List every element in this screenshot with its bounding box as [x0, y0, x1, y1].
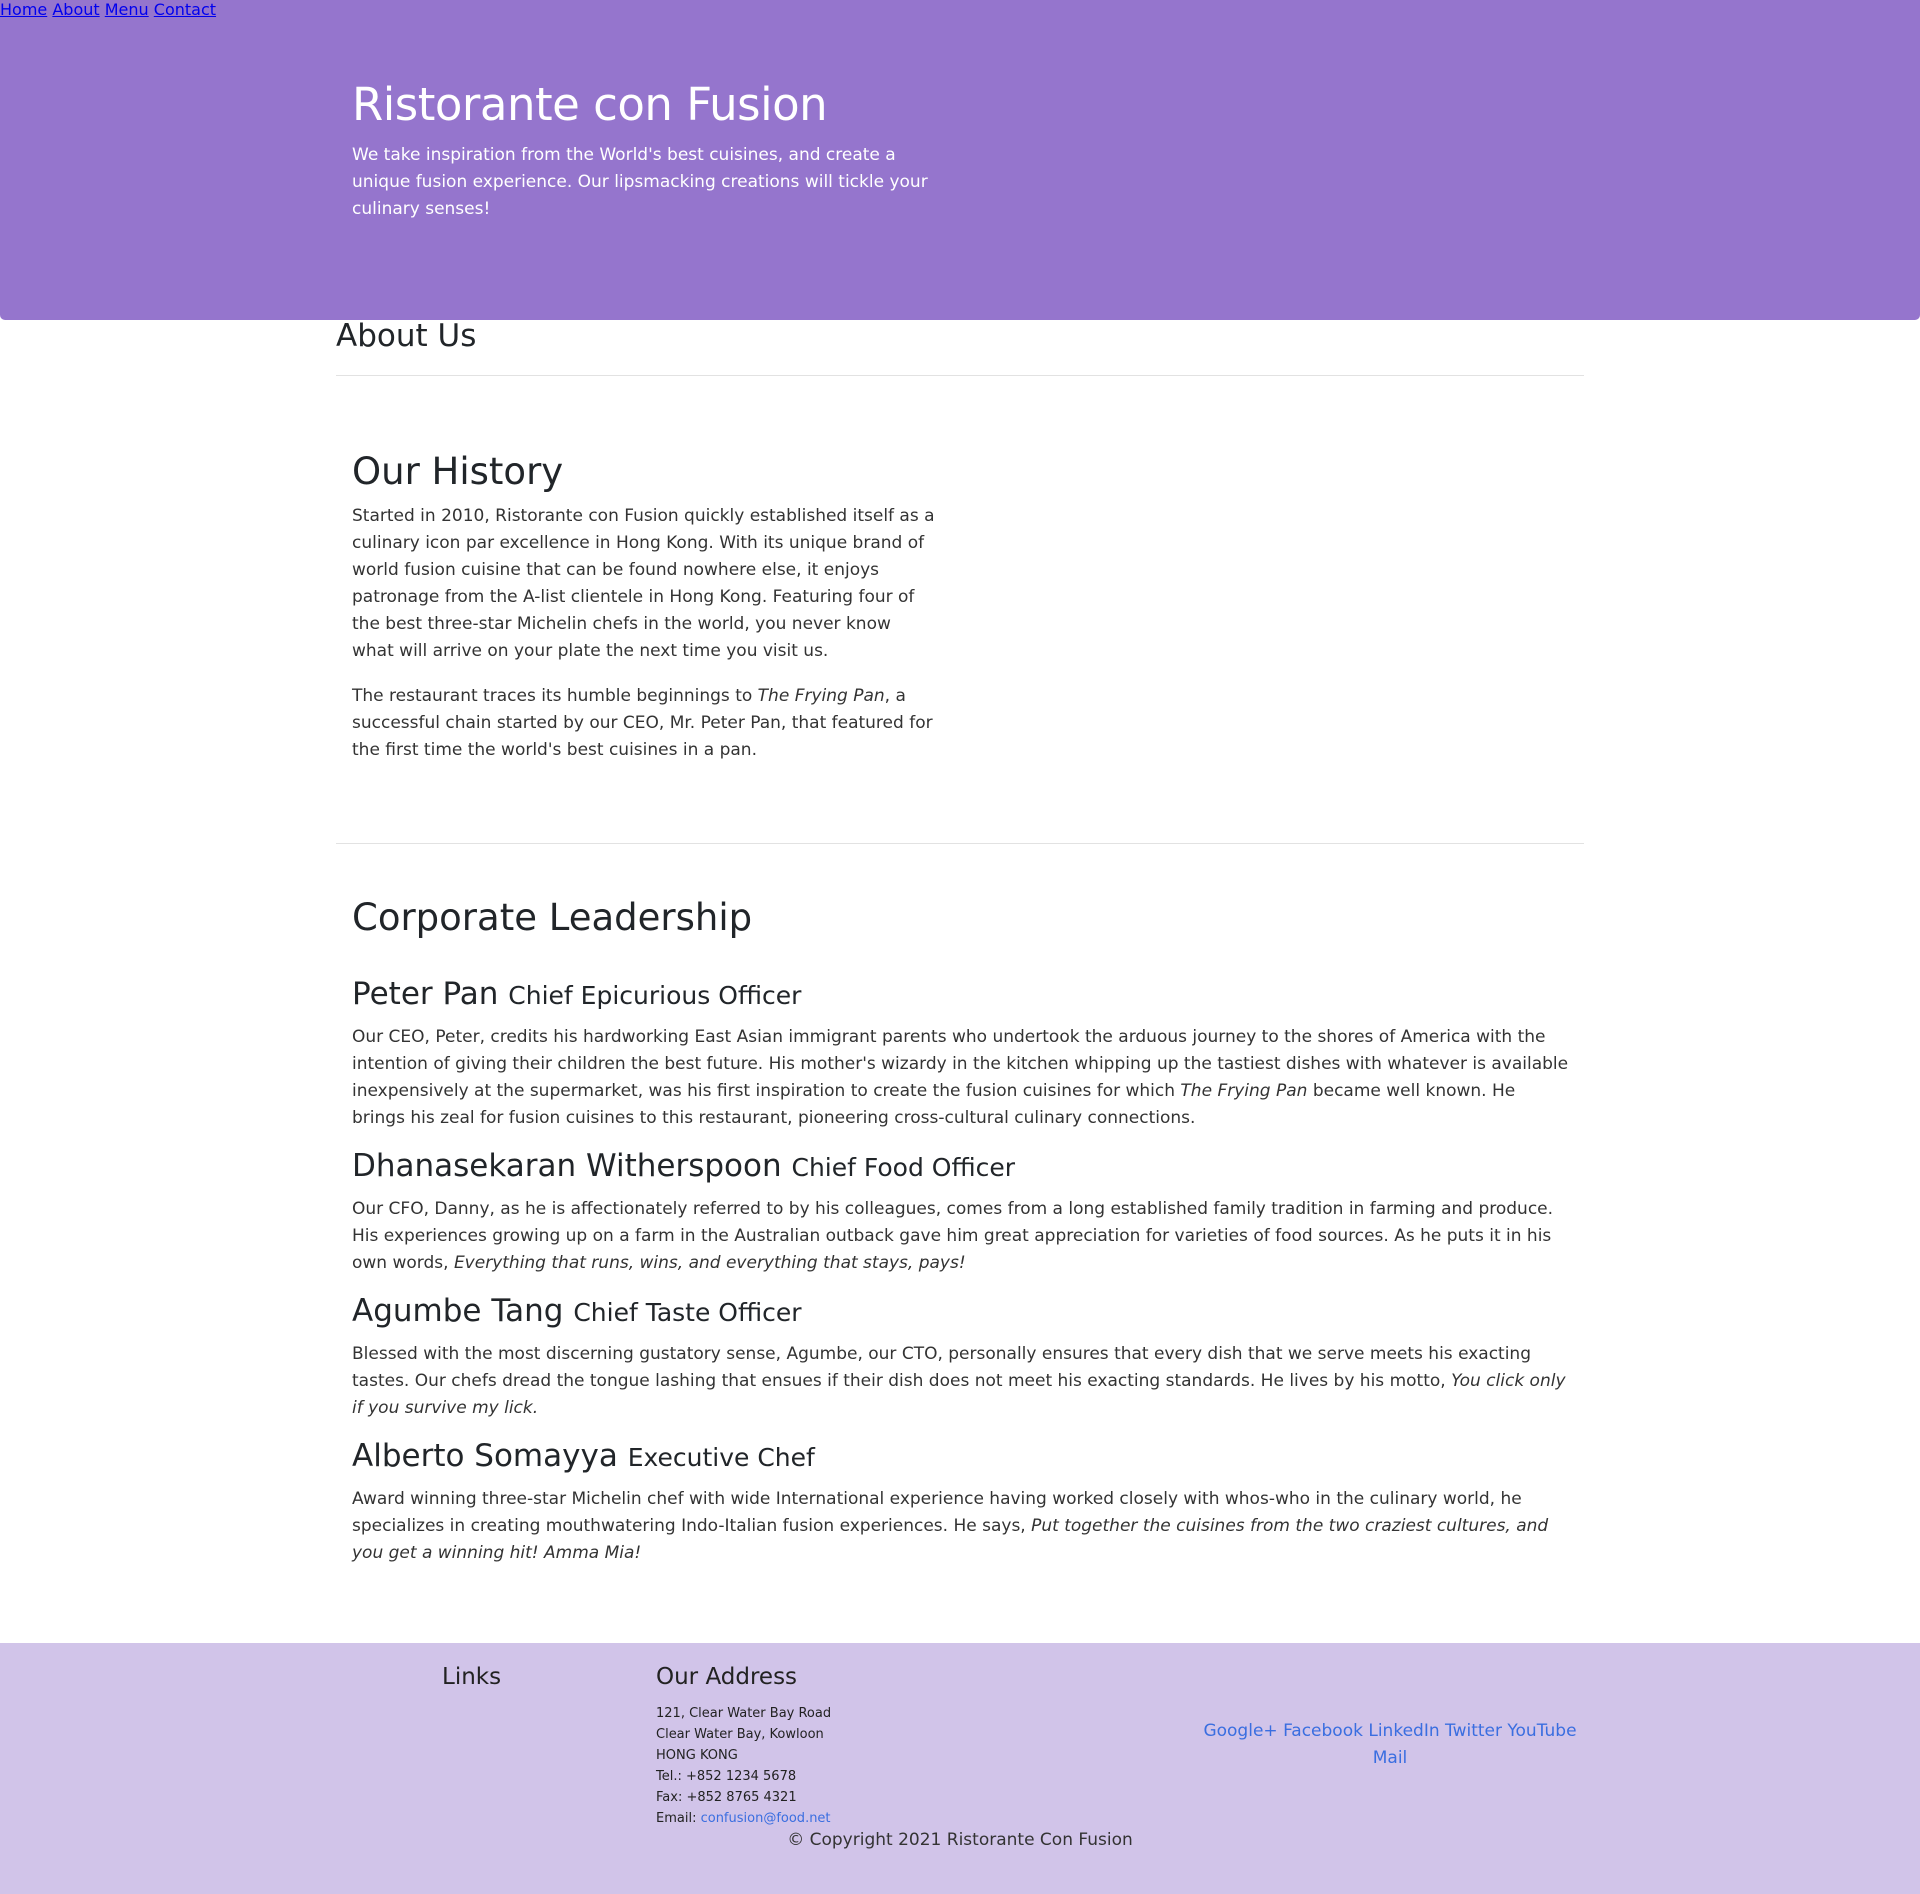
leader-heading	[352, 1293, 802, 1329]
footer-address-title: Our Address	[656, 1664, 798, 1690]
leader-name: Agumbe Tang	[352, 1293, 564, 1329]
social-links	[1190, 1718, 1590, 1772]
divider	[336, 843, 1584, 844]
leader-name: Peter Pan	[352, 976, 499, 1012]
address-line: Clear Water Bay, Kowloon	[656, 1727, 824, 1742]
leader-description: Our CFO, Danny, as he is affectionately referred to by his colleagues, comes from a long established family tradition in farming and produce. His experiences growing up on a farm in the Australian outback gave him great appreciation for varieties of food sources. As he puts it in his own words, Everything that runs, wins, and everything that stays, pays!	[352, 1199, 1554, 1273]
leader-role: Chief Taste Officer	[573, 1298, 802, 1327]
address-email: Email: confusion@food.net	[656, 1811, 831, 1826]
leader-name: Dhanasekaran Witherspoon	[352, 1148, 782, 1184]
leader-role: Chief Food Officer	[791, 1153, 1016, 1182]
history-paragraph-2: The restaurant traces its humble beginnings to The Frying Pan, a successful chain started by our CEO, Mr. Peter Pan, that featured for the first time the world's best cuisines in a pan.	[352, 686, 933, 760]
twitter-link[interactable]: Twitter	[1445, 1721, 1502, 1741]
address-line: 121, Clear Water Bay Road	[656, 1706, 832, 1721]
footer-address	[656, 1703, 956, 1829]
address-tel: Tel.: +852 1234 5678	[656, 1769, 797, 1784]
footer-link-contact[interactable]: Contact	[153, 0, 217, 19]
leader-description: Award winning three-star Michelin chef with wide International experience having worked closely with whos-who in the culinary world, he specializes in creating mouthwatering Indo-Italian fusion experiences. He says, Put together the cuisines from the two craziest cultures, and you get a winning hit! Amma Mia!	[352, 1489, 1549, 1563]
leader-description: Our CEO, Peter, credits his hardworking East Asian immigrant parents who undertook the arduous journey to the shores of America with the intention of giving their children the best future. His mother's wizardy in the kitchen whipping up the tastiest dishes with whatever is available inexpensively at the supermarket, was his first inspiration to create the fusion cuisines for which The Frying Pan became well known. He brings his zeal for fusion cuisines to this restaurant, pioneering cross-cultural culinary connections.	[352, 1027, 1569, 1128]
address-fax: Fax: +852 8765 4321	[656, 1790, 797, 1805]
footer-link-about[interactable]: About	[52, 0, 100, 19]
leader-name: Alberto Somayya	[352, 1438, 618, 1474]
leader-role: Chief Epicurious Officer	[508, 981, 802, 1010]
footer-link-home[interactable]: Home	[0, 0, 48, 19]
address-line: HONG KONG	[656, 1748, 738, 1763]
divider	[336, 375, 1584, 376]
mail-link[interactable]: Mail	[1372, 1748, 1408, 1768]
leader-description: Blessed with the most discerning gustatory sense, Agumbe, our CTO, personally ensures that every dish that we serve meets his exacting tastes. Our chefs dread the tongue lashing that ensues if their dish does not meet his exacting standards. He lives by his motto, You click only if you survive my lick.	[352, 1344, 1566, 1418]
history-title: Our History	[352, 450, 564, 493]
youtube-link[interactable]: YouTube	[1507, 1721, 1577, 1741]
page-title: About Us	[336, 318, 477, 354]
site-tagline: We take inspiration from the World's best cuisines, and create a unique fusion experience. Our lipsmacking creations will tickle your culinary senses!	[352, 145, 928, 219]
google-plus-link[interactable]: Google+	[1203, 1721, 1278, 1741]
leader-heading	[352, 976, 801, 1012]
site-title: Ristorante con Fusion	[352, 78, 828, 131]
facebook-link[interactable]: Facebook	[1283, 1721, 1363, 1741]
leader-heading	[352, 1148, 1015, 1184]
email-link[interactable]: confusion@food.net	[700, 1811, 831, 1826]
history-paragraph-1: Started in 2010, Ristorante con Fusion quickly established itself as a culinary icon par excellence in Hong Kong. With its unique brand of world fusion cuisine that can be found nowhere else, it enjoys patronage from the A-list clientele in Hong Kong. Featuring four of the best three-star Michelin chefs in the world, you never know what will arrive on your plate the next time you visit us.	[352, 506, 935, 661]
copyright: © Copyright 2021 Ristorante Con Fusion	[787, 1830, 1133, 1850]
leader-role: Executive Chef	[627, 1443, 815, 1472]
linkedin-link[interactable]: LinkedIn	[1368, 1721, 1440, 1741]
leader-heading	[352, 1438, 815, 1474]
leadership-title: Corporate Leadership	[352, 896, 753, 939]
footer-link-menu[interactable]: Menu	[104, 0, 149, 19]
jumbotron-header	[0, 0, 1920, 320]
footer	[0, 1643, 1920, 1894]
footer-links-title: Links	[442, 1664, 502, 1690]
